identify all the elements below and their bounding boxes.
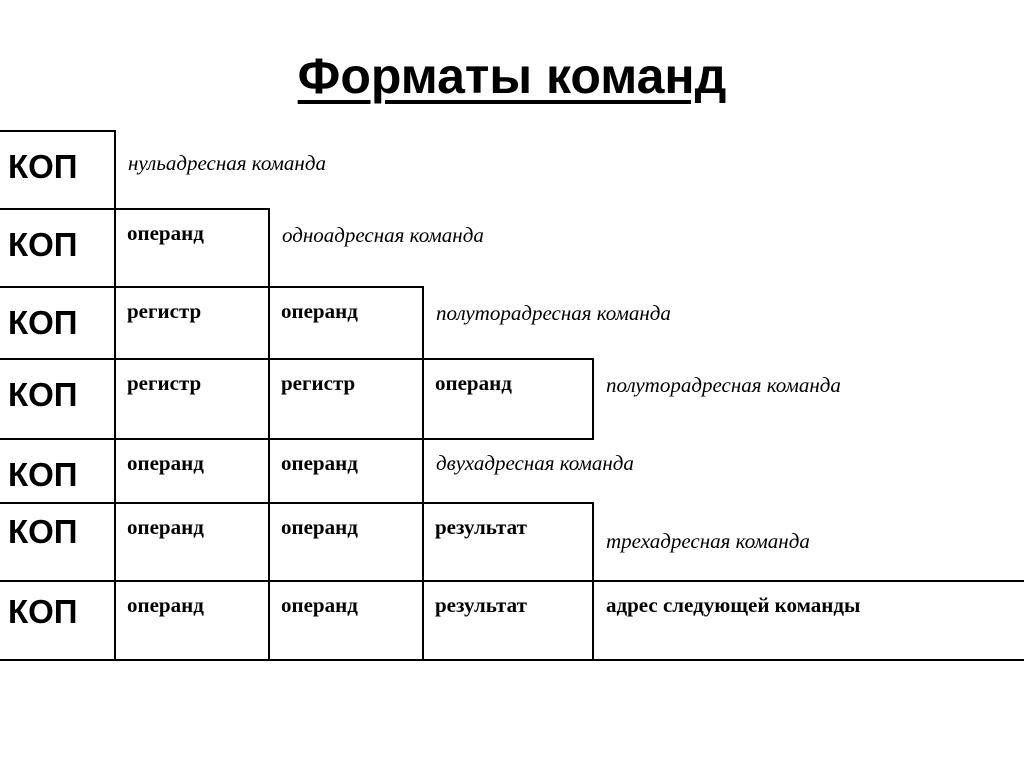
- operand-cell: операнд: [116, 582, 270, 660]
- row-separator: [0, 208, 270, 210]
- operand-cell: операнд: [270, 582, 424, 660]
- format-row-4: [0, 360, 1024, 438]
- table-bottom-border: [0, 659, 1024, 661]
- register-cell: регистр: [116, 360, 270, 438]
- format-row-2: [0, 210, 1024, 286]
- opcode-cell: КОП: [0, 288, 116, 358]
- format-row-1: [0, 132, 1024, 208]
- opcode-cell: КОП: [0, 132, 116, 208]
- row-separator: [0, 358, 594, 360]
- result-cell: результат: [424, 504, 594, 580]
- operand-cell: операнд: [116, 504, 270, 580]
- opcode-cell: КОП: [0, 360, 116, 438]
- operand-cell: операнд: [270, 440, 424, 502]
- opcode-cell: КОП: [0, 582, 116, 660]
- format-description: полуторадресная команда: [436, 301, 671, 325]
- format-description: одноадресная команда: [282, 223, 484, 247]
- opcode-cell: КОП: [0, 440, 116, 502]
- format-description: двухадресная команда: [436, 451, 634, 475]
- operand-cell: операнд: [116, 210, 270, 286]
- opcode-cell: КОП: [0, 504, 116, 580]
- page-title: Форматы команд: [297, 48, 727, 104]
- row-separator: [0, 580, 1024, 582]
- format-description: трехадресная команда: [606, 529, 810, 553]
- format-row-6: [0, 504, 1024, 580]
- operand-cell: операнд: [270, 288, 424, 358]
- table-top-border: [0, 130, 116, 132]
- operand-cell: операнд: [116, 440, 270, 502]
- format-row-7: [0, 582, 1024, 660]
- format-row-3: [0, 288, 1024, 358]
- format-description: нульадресная команда: [128, 151, 326, 175]
- format-row-5: [0, 440, 1024, 502]
- row-separator: [0, 502, 594, 504]
- register-cell: регистр: [270, 360, 424, 438]
- operand-cell: операнд: [424, 360, 594, 438]
- next-address-cell: адрес следующей команды: [606, 593, 861, 617]
- operand-cell: операнд: [270, 504, 424, 580]
- result-cell: результат: [424, 582, 594, 660]
- row-separator: [0, 438, 594, 440]
- register-cell: регистр: [116, 288, 270, 358]
- row-separator: [0, 286, 424, 288]
- opcode-cell: КОП: [0, 210, 116, 286]
- format-description: полуторадресная команда: [606, 373, 841, 397]
